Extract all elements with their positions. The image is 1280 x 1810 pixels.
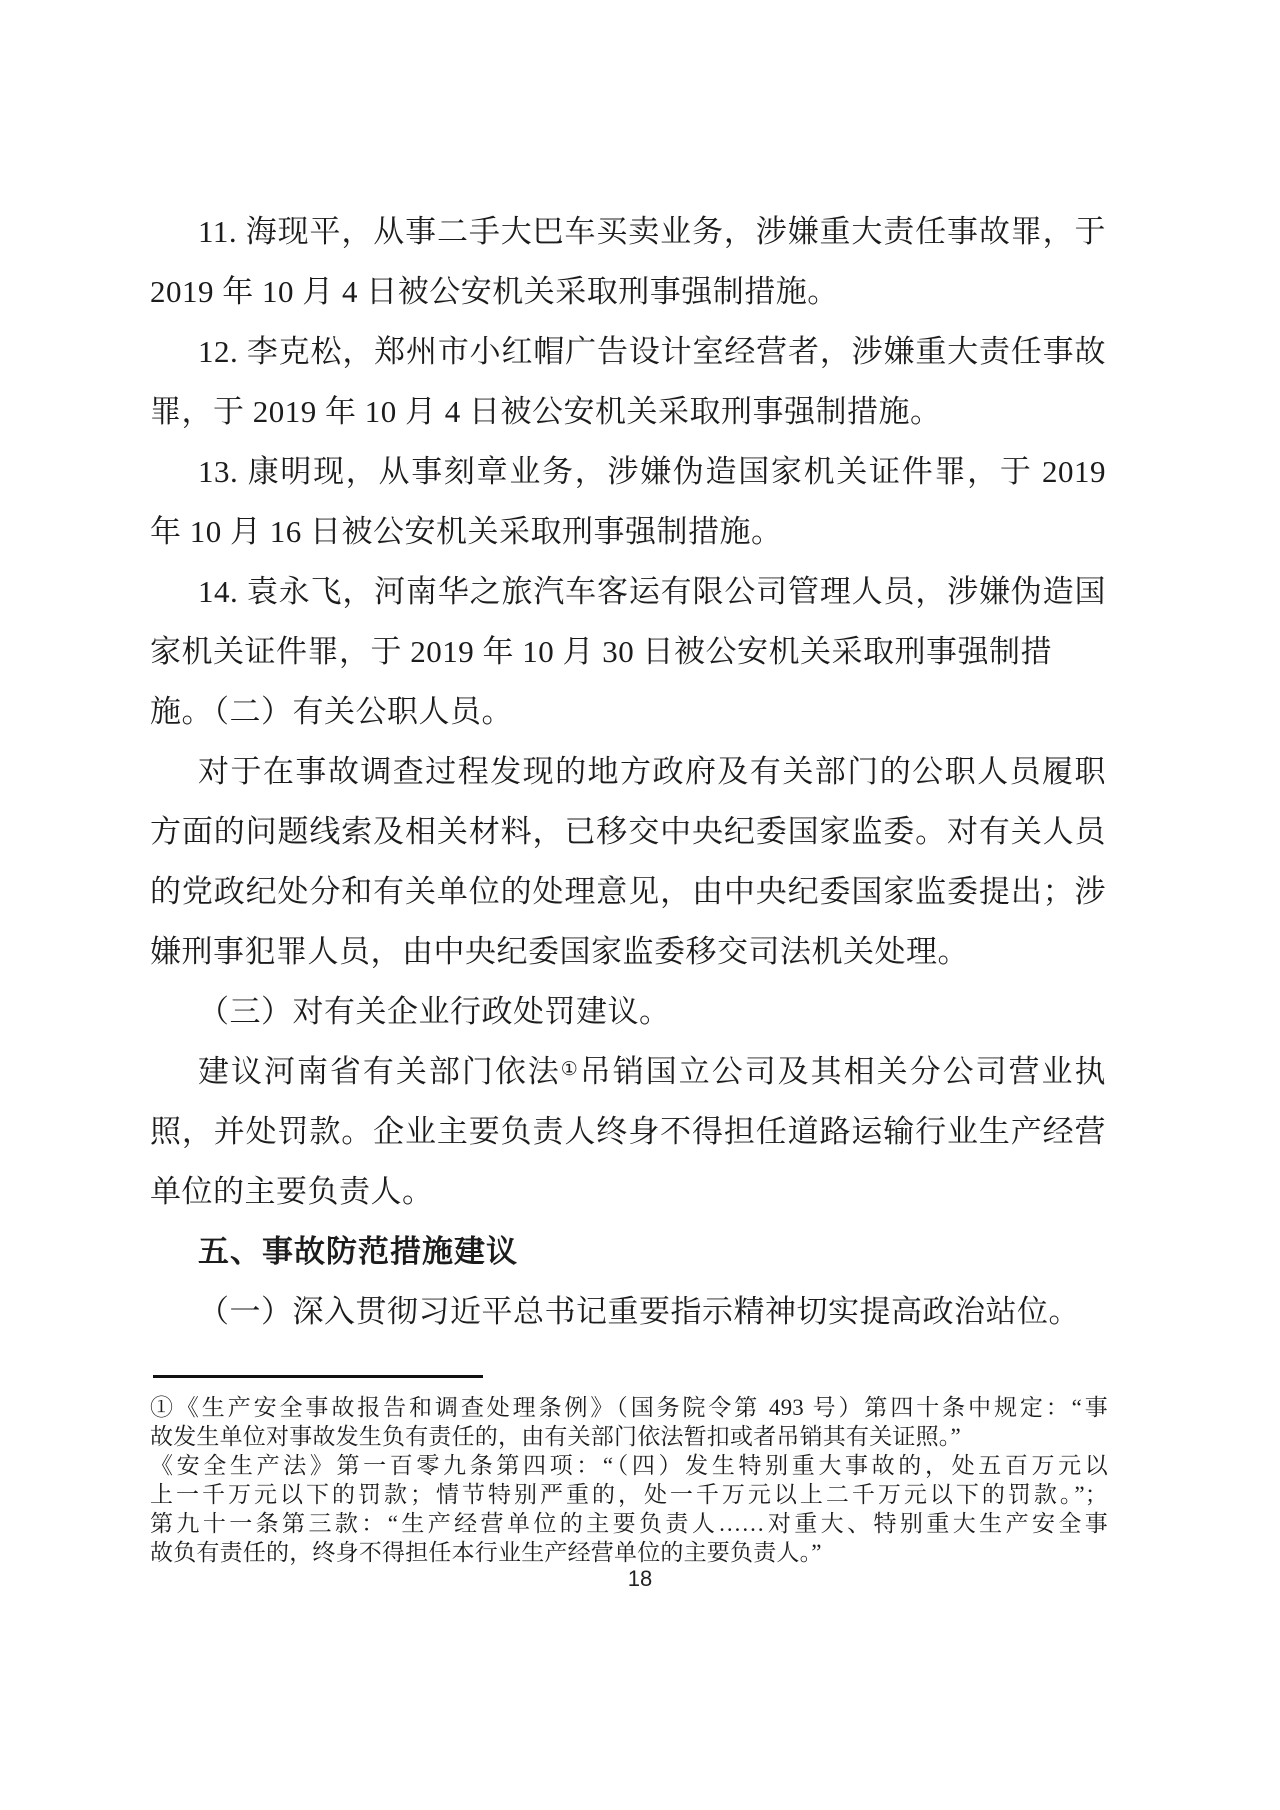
section-heading-5-line: 五、事故防范措施建议 [198, 1234, 518, 1269]
footnote-reference-marker: ① [560, 1059, 580, 1080]
page-number: 18 [627, 1566, 653, 1591]
paragraph-public-officials-line: 方面的问题线索及相关材料，已移交中央纪委国家监委。对有关人员 [150, 814, 1106, 849]
footnote-line: 故发生单位对事故发生负有责任的，由有关部门依法暂扣或者吊销其有关证照。” [150, 1424, 961, 1449]
paragraph-administrative-penalty-line: 照，并处罚款。企业主要负责人终身不得担任道路运输行业生产经营 [150, 1114, 1106, 1149]
body-text-segment: 吊销国立公司及其相关分公司营业执 [579, 1054, 1106, 1089]
footnote-text [150, 1393, 1108, 1567]
footnote-line: ①《生产安全事故报告和调查处理条例》（国务院令第 493 号）第四十条中规定：“事 [150, 1395, 1108, 1420]
paragraph-administrative-penalty-line: 单位的主要负责人。 [150, 1174, 434, 1209]
list-item-11-line: 2019 年 10 月 4 日被公安机关采取刑事强制措施。 [150, 274, 839, 309]
footnote-line: 第九十一条第三款：“生产经营单位的主要负责人……对重大、特别重大生产安全事 [150, 1511, 1108, 1536]
paragraph-public-officials-line: 嫌刑事犯罪人员，由中央纪委国家监委移交司法机关处理。 [150, 934, 969, 969]
list-item-13-line: 年 10 月 16 日被公安机关采取刑事强制措施。 [150, 514, 783, 549]
subsection-heading-1-line: （一）深入贯彻习近平总书记重要指示精神切实提高政治站位。 [198, 1294, 1080, 1329]
list-item-11-line: 11. 海现平，从事二手大巴车买卖业务，涉嫌重大责任事故罪，于 [198, 214, 1106, 249]
paragraph-administrative-penalty-line [150, 1042, 1106, 1102]
footnote-line: 上一千万元以下的罚款；情节特别严重的，处一千万元以上二千万元以下的罚款。”； [150, 1482, 1108, 1507]
footnote-separator-rule [153, 1375, 483, 1378]
list-item-14-line: 家机关证件罪，于 2019 年 10 月 30 日被公安机关采取刑事强制措施。 [150, 634, 1052, 729]
document-body [150, 202, 1106, 1342]
paragraph-public-officials-line: 对于在事故调查过程发现的地方政府及有关部门的公职人员履职 [198, 754, 1106, 789]
footnote-line: 故负有责任的，终身不得担任本行业生产经营单位的主要负责人。” [150, 1540, 822, 1565]
list-item-13-line: 13. 康明现，从事刻章业务，涉嫌伪造国家机关证件罪，于 2019 [198, 454, 1106, 489]
subsection-heading-3-line: （三）对有关企业行政处罚建议。 [198, 994, 671, 1029]
list-item-12-line: 罪，于 2019 年 10 月 4 日被公安机关采取刑事强制措施。 [150, 394, 942, 429]
paragraph-public-officials-line: 的党政纪处分和有关单位的处理意见，由中央纪委国家监委提出；涉 [150, 874, 1106, 909]
list-item-12-line: 12. 李克松，郑州市小红帽广告设计室经营者，涉嫌重大责任事故 [198, 334, 1106, 369]
subsection-heading-2-line: （二）有关公职人员。 [198, 694, 513, 729]
body-text-segment: 建议河南省有关部门依法 [198, 1054, 561, 1089]
list-item-14-line: 14. 袁永飞，河南华之旅汽车客运有限公司管理人员，涉嫌伪造国 [198, 574, 1106, 609]
footnote-line: 《安全生产法》第一百零九条第四项：“（四）发生特别重大事故的，处五百万元以 [150, 1453, 1108, 1478]
